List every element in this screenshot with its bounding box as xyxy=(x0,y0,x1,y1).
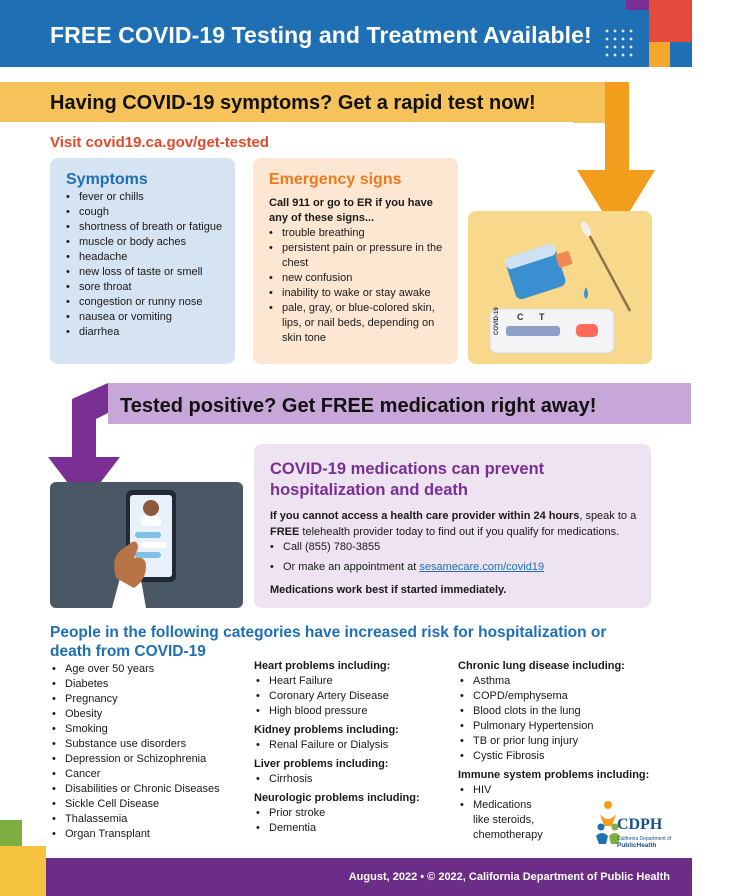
immune-heading: Immune system problems including: xyxy=(458,769,650,781)
cdph-wordmark: CDPH xyxy=(617,816,663,833)
list-item: • Heart Failure xyxy=(254,674,444,689)
list-item: • headache xyxy=(64,250,232,265)
list-item: • new confusion xyxy=(267,271,449,286)
kidney-heading: Kidney problems including: xyxy=(254,724,399,736)
list-item: • diarrhea xyxy=(64,325,232,340)
red-square-decoration xyxy=(649,0,692,42)
orange-square-decoration xyxy=(649,42,670,67)
list-item: • trouble breathing xyxy=(267,226,449,241)
list-item: • Smoking xyxy=(50,722,240,737)
purple-square-decoration xyxy=(626,0,649,10)
liver-heading: Liver problems including: xyxy=(254,758,389,770)
testing-heading: Having COVID-19 symptoms? Get a rapid test now! xyxy=(50,92,536,114)
cdph-subtitle-line2: PublicHealth xyxy=(617,842,657,849)
list-item: • Obesity xyxy=(50,707,240,722)
list-item: • Cystic Fibrosis xyxy=(458,749,658,764)
list-item: • muscle or body aches xyxy=(64,235,232,250)
list-item: • Age over 50 years xyxy=(50,662,240,677)
cdph-subtitle xyxy=(617,836,671,849)
list-item: • TB or prior lung injury xyxy=(458,734,658,749)
emergency-intro: Call 911 or go to ER if you have any of these signs... xyxy=(269,197,433,224)
sesamecare-link[interactable]: sesamecare.com/covid19 xyxy=(419,561,545,573)
cdph-logo xyxy=(596,798,674,852)
emergency-heading: Emergency signs xyxy=(269,171,402,188)
list-item: • Substance use disorders xyxy=(50,737,240,752)
footer-bar xyxy=(0,858,692,896)
kidney-list xyxy=(254,738,444,753)
list-item: • Cancer xyxy=(50,767,240,782)
list-item: • Blood clots in the lung xyxy=(458,704,658,719)
list-item: • High blood pressure xyxy=(254,704,444,719)
cdph-subtitle-line1: California Department of xyxy=(617,836,672,842)
medications-intro xyxy=(270,508,642,540)
list-item: • Pulmonary Hypertension xyxy=(458,719,658,734)
test-strip-c: C xyxy=(517,312,524,322)
risk-general-column xyxy=(50,662,240,842)
positive-heading: Tested positive? Get FREE medication right away! xyxy=(120,395,597,417)
test-strip-t: T xyxy=(539,312,545,322)
lung-heading: Chronic lung disease including: xyxy=(458,660,625,672)
list-item: • COPD/emphysema xyxy=(458,689,658,704)
telehealth-illustration xyxy=(50,482,243,608)
heart-heading: Heart problems including: xyxy=(254,660,391,672)
phone-doctor-icon xyxy=(50,482,243,608)
footer-copyright: August, 2022 • © 2022, California Department of Public Health xyxy=(348,871,670,883)
header-banner xyxy=(0,0,692,67)
risk-general-list xyxy=(50,662,240,842)
list-item: • Medications like steroids, chemotherapy xyxy=(458,798,538,843)
test-kit-label: COVID-19 xyxy=(494,307,500,335)
list-item: • shortness of breath or fatigue xyxy=(64,220,232,235)
medications-note: Medications work best if started immediately. xyxy=(270,584,507,596)
list-item: • Diabetes xyxy=(50,677,240,692)
free-word: FREE xyxy=(270,526,300,538)
symptoms-list xyxy=(64,190,232,340)
medications-heading: COVID-19 medications can prevent hospitalization and death xyxy=(270,460,545,499)
intro-bold: If you cannot access a health care provider within 24 hours xyxy=(270,510,580,522)
risk-organ-column xyxy=(254,659,444,836)
list-item: • Pregnancy xyxy=(50,692,240,707)
dot-grid-decoration xyxy=(603,27,635,59)
list-item: • Dementia xyxy=(254,821,444,836)
medications-list xyxy=(268,540,638,580)
rapid-test-icon xyxy=(468,211,652,364)
list-item: • new loss of taste or smell xyxy=(64,265,232,280)
list-item: • Asthma xyxy=(458,674,658,689)
list-item: • Disabilities or Chronic Diseases xyxy=(50,782,240,797)
list-item: • persistent pain or pressure in the chest xyxy=(267,241,449,271)
list-item: • Sickle Cell Disease xyxy=(50,797,240,812)
list-item: • Prior stroke xyxy=(254,806,444,821)
list-item: • cough xyxy=(64,205,232,220)
list-item: • congestion or runny nose xyxy=(64,295,232,310)
symptoms-card xyxy=(50,158,235,364)
list-item: • Renal Failure or Dialysis xyxy=(254,738,444,753)
page-title: FREE COVID-19 Testing and Treatment Available! xyxy=(50,22,592,48)
symptoms-heading: Symptoms xyxy=(66,171,148,188)
appointment-item xyxy=(268,560,638,575)
lung-list xyxy=(458,674,658,764)
call-number[interactable]: • Call (855) 780-3855 xyxy=(268,540,638,555)
list-item: • Organ Transplant xyxy=(50,827,240,842)
risk-heading: People in the following categories have increased risk for hospitalization or death from COVID-19 xyxy=(50,624,607,660)
emergency-list xyxy=(267,226,449,346)
emergency-card xyxy=(253,158,458,364)
list-item: • nausea or vomiting xyxy=(64,310,232,325)
list-item: • Coronary Artery Disease xyxy=(254,689,444,704)
list-item: • inability to wake or stay awake xyxy=(267,286,449,301)
intro-end: telehealth provider today to find out if you qualify for medications. xyxy=(299,526,620,538)
medications-card xyxy=(254,444,651,608)
yellow-square-decoration xyxy=(0,846,46,896)
neuro-heading: Neurologic problems including: xyxy=(254,792,420,804)
list-item: • Depression or Schizophrenia xyxy=(50,752,240,767)
appointment-text: Or make an appointment at xyxy=(283,561,420,573)
list-item: • pale, gray, or blue-colored skin, lips, or nail beds, depending on skin tone xyxy=(267,301,449,346)
liver-list xyxy=(254,772,444,787)
visit-tested-link[interactable]: Visit covid19.ca.gov/get-tested xyxy=(50,134,269,151)
list-item: • Thalassemia xyxy=(50,812,240,827)
list-item: • sore throat xyxy=(64,280,232,295)
heart-list xyxy=(254,674,444,719)
list-item: • fever or chills xyxy=(64,190,232,205)
list-item: • Cirrhosis xyxy=(254,772,444,787)
list-item: • HIV xyxy=(458,783,658,798)
rapid-test-illustration xyxy=(468,211,652,364)
intro-rest: , speak to a xyxy=(579,510,637,522)
neuro-list xyxy=(254,806,444,836)
